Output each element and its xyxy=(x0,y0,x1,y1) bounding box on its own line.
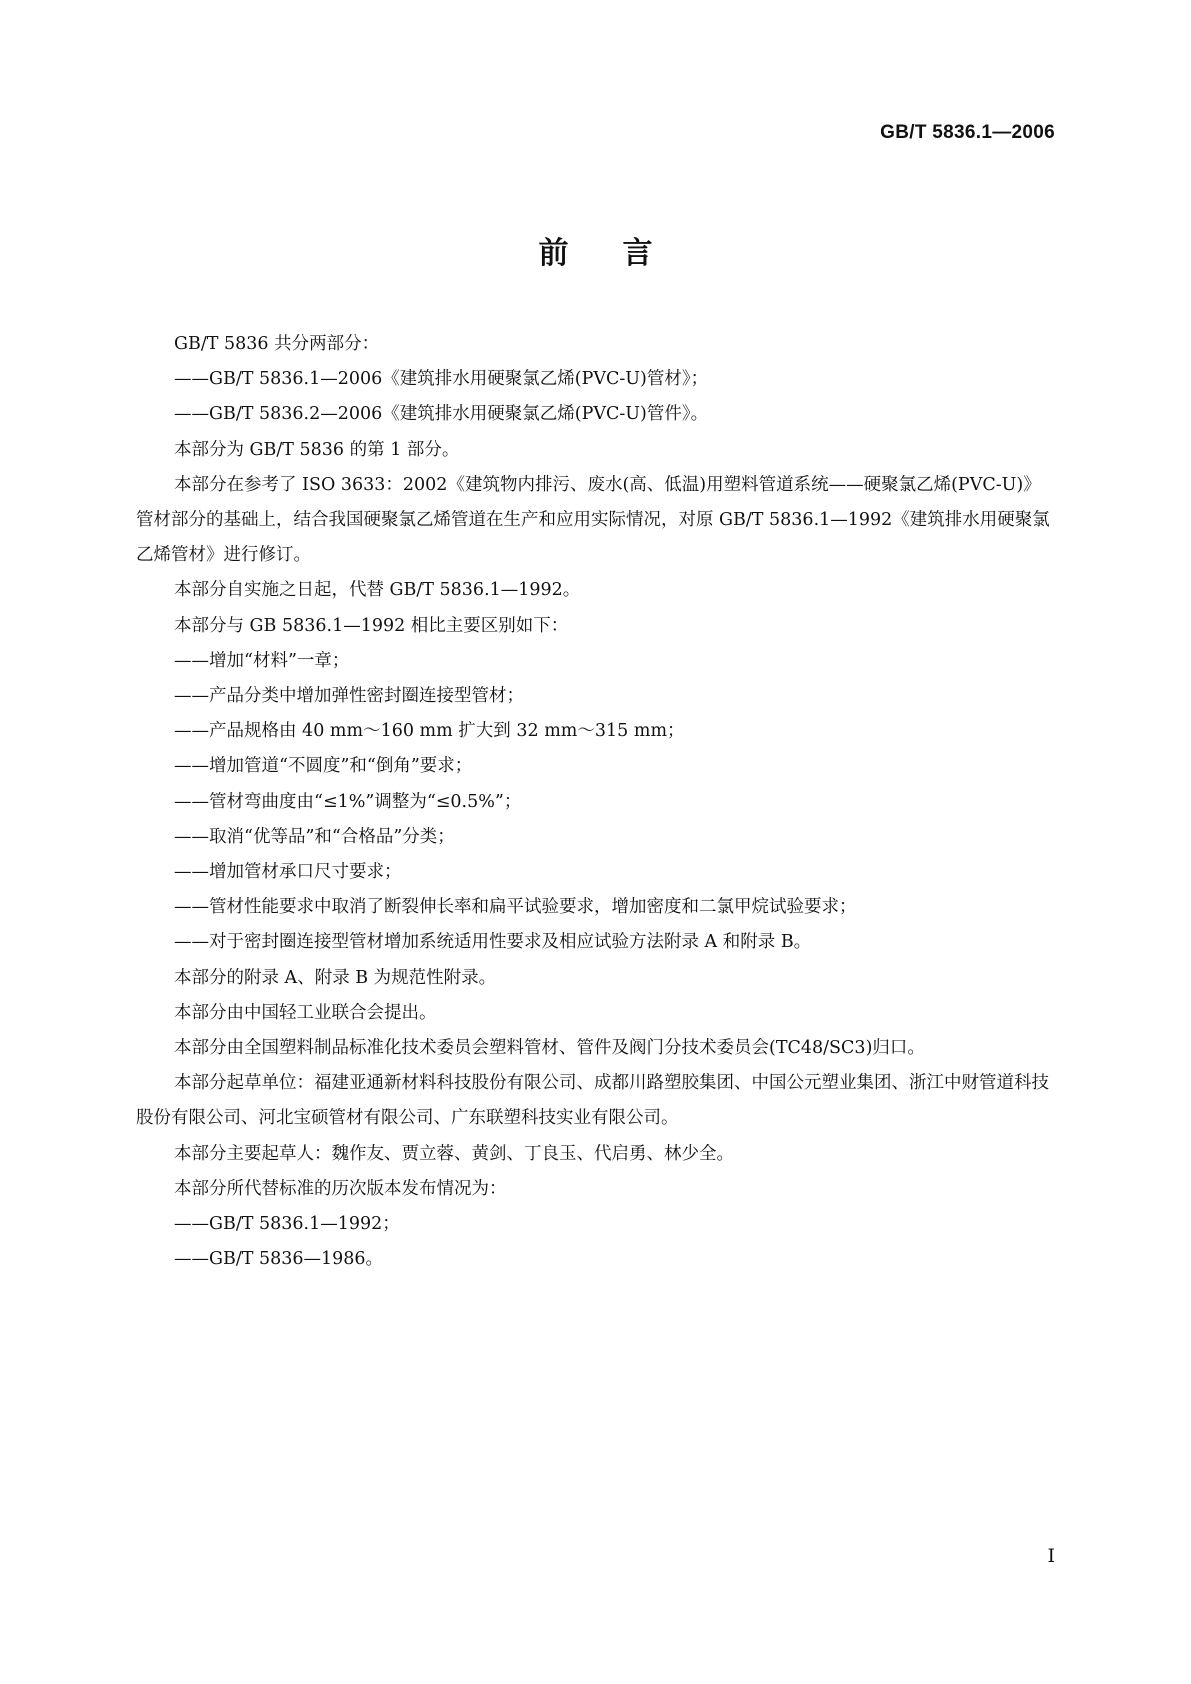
list-item: ——GB/T 5836.1—1992； xyxy=(174,1214,400,1235)
paragraph: 本部分由中国轻工业联合会提出。 xyxy=(174,1002,437,1023)
paragraph: 本部分与 GB 5836.1—1992 相比主要区别如下： xyxy=(174,615,569,636)
standard-code-header: GB/T 5836.1—2006 xyxy=(880,122,1055,143)
list-item: ——GB/T 5836.2—2006《建筑排水用硬聚氯乙烯(PVC-U)管件》。 xyxy=(174,404,709,425)
list-item: ——产品分类中增加弹性密封圈连接型管材； xyxy=(174,686,524,707)
paragraph: 本部分主要起草人：魏作友、贾立蓉、黄剑、丁良玉、代启勇、林少全。 xyxy=(174,1143,734,1164)
paragraph: 本部分在参考了 ISO 3633：2002《建筑物内排污、废水(高、低温)用塑料管道系统——硬聚氯乙烯(PVC-U)》管材部分的基础上，结合我国硬聚氯乙烯管道在生产和应用实际情况，对原 GB/T 5836.1—1992《建筑排水用硬聚氯乙烯管材》进行修订。 xyxy=(136,474,1050,566)
paragraph: 本部分自实施之日起，代替 GB/T 5836.1—1992。 xyxy=(174,580,581,601)
list-item: ——产品规格由 40 mm～160 mm 扩大到 32 mm～315 mm； xyxy=(174,721,685,742)
list-item: ——对于密封圈连接型管材增加系统适用性要求及相应试验方法附录 A 和附录 B。 xyxy=(174,932,812,953)
paragraph: 本部分的附录 A、附录 B 为规范性附录。 xyxy=(174,967,497,988)
list-item: ——管材性能要求中取消了断裂伸长率和扁平试验要求，增加密度和二氯甲烷试验要求； xyxy=(174,897,857,918)
page-number: I xyxy=(1047,1545,1055,1567)
page-title: 前言 xyxy=(538,236,707,271)
paragraph: 本部分起草单位：福建亚通新材料科技股份有限公司、成都川路塑胶集团、中国公元塑业集团、浙江中财管道科技股份有限公司、河北宝硕管材有限公司、广东联塑科技实业有限公司。 xyxy=(136,1073,1049,1129)
foreword-body xyxy=(136,327,1056,1277)
paragraph: 本部分所代替标准的历次版本发布情况为： xyxy=(174,1178,507,1199)
list-item: ——增加管道“不圆度”和“倒角”要求； xyxy=(174,756,473,777)
list-item: ——GB/T 5836.1—2006《建筑排水用硬聚氯乙烯(PVC-U)管材》； xyxy=(174,369,709,390)
paragraph: GB/T 5836 共分两部分： xyxy=(174,334,380,354)
list-item: ——增加管材承口尺寸要求； xyxy=(174,862,402,883)
paragraph: 本部分为 GB/T 5836 的第 1 部分。 xyxy=(174,439,460,460)
list-item: ——增加“材料”一章； xyxy=(174,650,350,671)
list-item: ——GB/T 5836—1986。 xyxy=(174,1249,384,1270)
list-item: ——管材弯曲度由“≤1%”调整为“≤0.5%”； xyxy=(174,791,522,812)
paragraph: 本部分由全国塑料制品标准化技术委员会塑料管材、管件及阀门分技术委员会(TC48/SC3)归口。 xyxy=(174,1038,925,1059)
list-item: ——取消“优等品”和“合格品”分类； xyxy=(174,826,455,847)
